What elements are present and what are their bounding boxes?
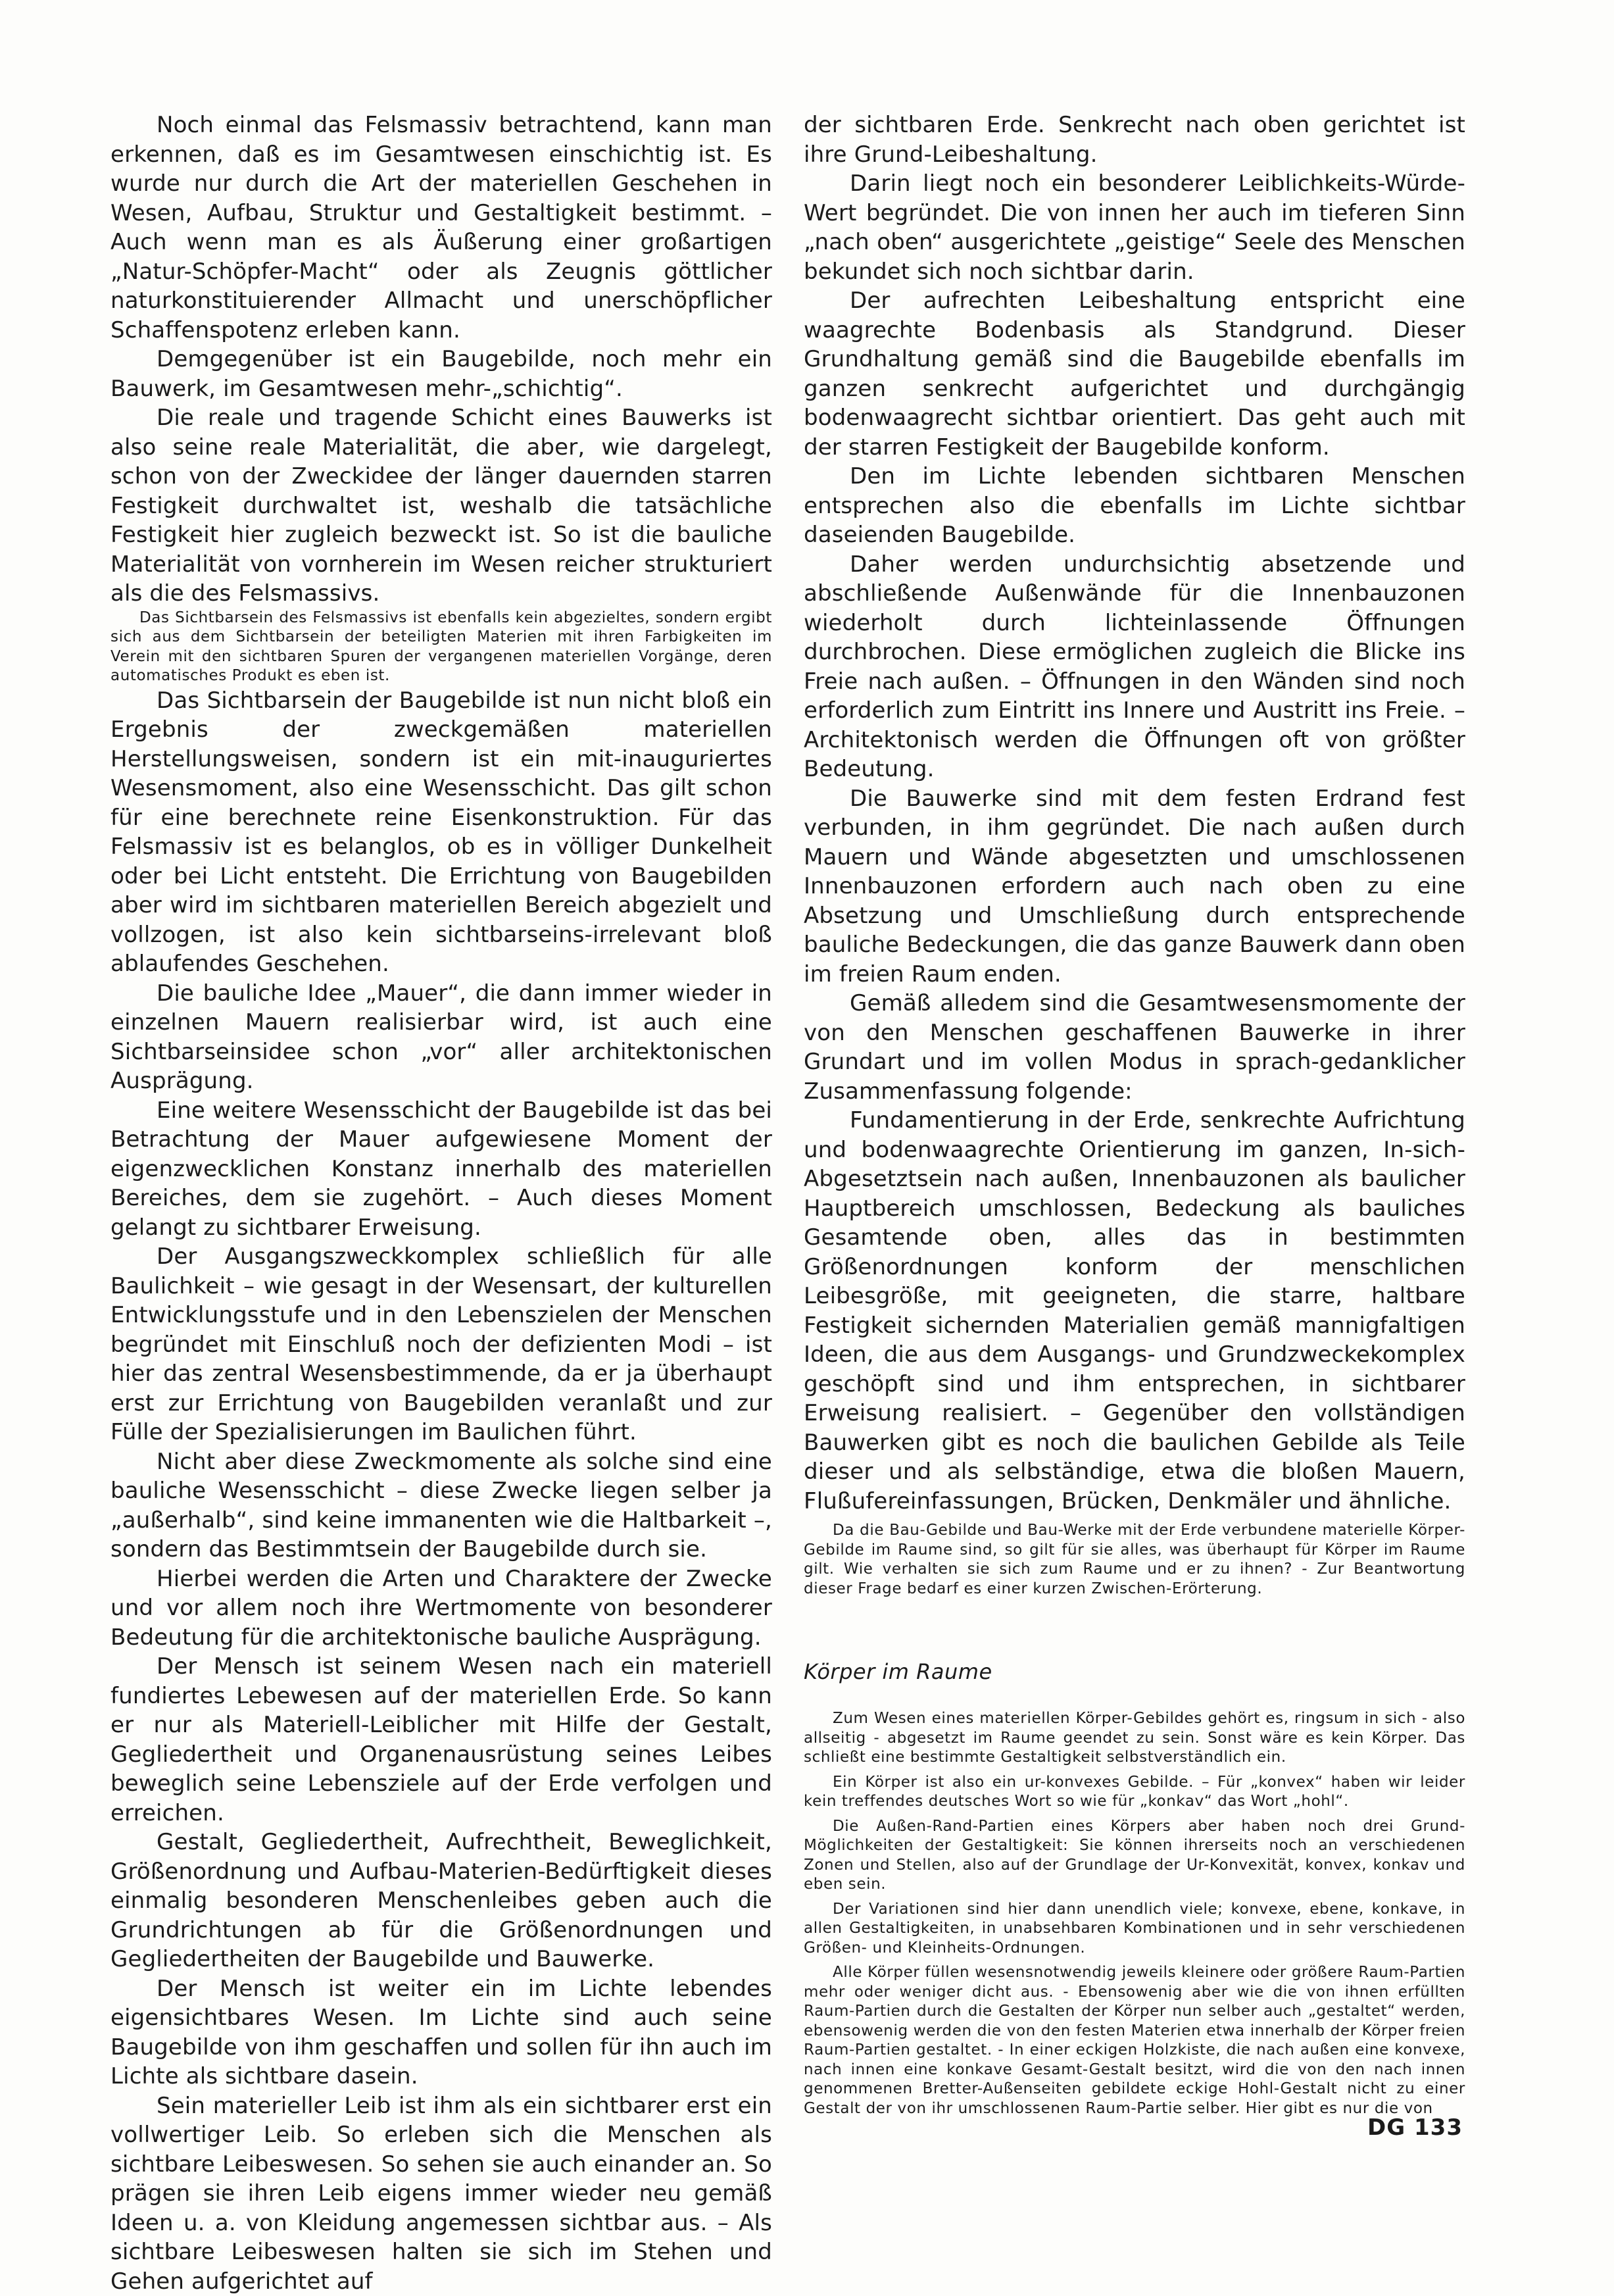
left-column <box>110 111 772 2296</box>
body-paragraph: Die bauliche Idee „Mauer“, die dann immer wieder in einzelnen Mauern realisierbar wird, ist auch eine Sichtbarseinsidee schon „vor“ aller architektonischen Ausprägung. <box>110 979 772 1096</box>
small-paragraph: Alle Körper füllen wesensnotwendig jeweils kleinere oder größere Raum-Partien mehr oder weniger dicht aus. - Ebensowenig aber wie die von ihnen erfüllten Raum-Partien durch die Gestalten der Körper nun selber auch „gestaltet“ werden, ebensowenig werden die von den festen Materien etwa innerhalb der Körper freien Raum-Partien gestaltet. - In einer eckigen Holzkiste, die nach außen eine konvexe, nach innen eine konkave Gesamt-Gestalt besitzt, wird die von den nach innen genommenen Bretter-Außenseiten gebildete eckige Hohl-Gestalt nicht zu einer Gestalt der von ihr umschlossenen Raum-Partie selber. Hier gibt es nur die von <box>804 1963 1465 2118</box>
note-paragraph: Da die Bau-Gebilde und Bau-Werke mit der Erde verbundene materielle Körper-Gebilde im Raume sind, so gilt für sie alles, was überhaupt für Körper im Raume gilt. Wie verhalten sie sich zum Raume und er zu ihnen? - Zur Beantwortung dieser Frage bedarf es einer kurzen Zwischen-Erörterung. <box>804 1521 1465 1599</box>
page-number: DG 133 <box>1367 2114 1463 2141</box>
body-paragraph: der sichtbaren Erde. Senkrecht nach oben gerichtet ist ihre Grund-Leibeshaltung. <box>804 111 1465 169</box>
body-paragraph: Demgegenüber ist ein Baugebilde, noch mehr ein Bauwerk, im Gesamtwesen mehr-„schichtig“. <box>110 345 772 403</box>
right-column <box>804 111 1465 2118</box>
small-paragraph: Der Variationen sind hier dann unendlich viele; konvexe, ebene, konkave, in allen Gestaltigkeiten, in unabsehbaren Kombinationen und in sehr verschiedenen Größen- und Kleinheits-Ordnungen. <box>804 1900 1465 1959</box>
section-heading: Körper im Raume <box>804 1659 1465 1684</box>
body-paragraph: Gemäß alledem sind die Gesamtwesensmomente der von den Menschen geschaffenen Bauwerke in ihrer Grundart und im vollen Modus in sprach-gedanklicher Zusammenfassung folgende: <box>804 989 1465 1106</box>
body-paragraph: Der Mensch ist seinem Wesen nach ein materiell fundiertes Lebewesen auf der materiellen Erde. So kann er nur als Materiell-Leiblicher mit Hilfe der Gestalt, Gegliedertheit und Organenausrüstung seines Leibes beweglich seine Lebensziele auf der Erde verfolgen und erreichen. <box>110 1652 772 1828</box>
body-paragraph: Daher werden undurchsichtig absetzende und abschließende Außenwände für die Innenbauzonen wiederholt durch lichteinlassende Öffnungen durchbrochen. Diese ermöglichen zugleich die Blicke ins Freie nach außen. – Öffnungen in den Wänden sind noch erforderlich zum Eintritt ins Innere und Austritt ins Freie. – Architektonisch werden die Öffnungen oft von größter Bedeutung. <box>804 550 1465 784</box>
small-paragraph: Die Außen-Rand-Partien eines Körpers aber haben noch drei Grund-Möglichkeiten der Gestaltigkeit: Sie können ihrerseits noch an verschiedenen Zonen und Stellen, also auf der Grundlage der Ur-Konvexität, konvex, konkav und eben sein. <box>804 1817 1465 1895</box>
body-paragraph: Den im Lichte lebenden sichtbaren Menschen entsprechen also die ebenfalls im Lichte sichtbar daseienden Baugebilde. <box>804 462 1465 550</box>
small-paragraph: Ein Körper ist also ein ur-konvexes Gebilde. – Für „konvex“ haben wir leider kein treffendes deutsches Wort so wie für „konkav“ das Wort „hohl“. <box>804 1773 1465 1812</box>
body-paragraph: Noch einmal das Felsmassiv betrachtend, kann man erkennen, daß es im Gesamtwesen einschichtig ist. Es wurde nur durch die Art der materiellen Geschehen in Wesen, Aufbau, Struktur und Gestaltigkeit bestimmt. – Auch wenn man es als Äußerung einer großartigen „Natur-Schöpfer-Macht“ oder als Zeugnis göttlicher naturkonstituierender Allmacht und unerschöpflicher Schaffenspotenz erleben kann. <box>110 111 772 345</box>
body-paragraph: Eine weitere Wesensschicht der Baugebilde ist das bei Betrachtung der Mauer aufgewiesene Moment der eigenzwecklichen Konstanz innerhalb des materiellen Bereiches, dem sie zugehört. – Auch dieses Moment gelangt zu sichtbarer Erweisung. <box>110 1096 772 1243</box>
body-paragraph: Der Ausgangszweckkomplex schließlich für alle Baulichkeit – wie gesagt in der Wesensart, der kulturellen Entwicklungsstufe und in den Lebenszielen der Menschen begründet mit Einschluß noch der defizienten Modi – ist hier das zentral Wesensbestimmende, da er ja überhaupt erst zur Errichtung von Baugebilden veranlaßt und zur Fülle der Spezialisierungen im Baulichen führt. <box>110 1242 772 1447</box>
body-paragraph: Hierbei werden die Arten und Charaktere der Zwecke und vor allem noch ihre Wertmomente von besonderer Bedeutung für die architektonische bauliche Ausprägung. <box>110 1564 772 1653</box>
body-paragraph: Die Bauwerke sind mit dem festen Erdrand fest verbunden, in ihm gegründet. Die nach außen durch Mauern und Wände abgesetzten und umschlossenen Innenbauzonen erfordern auch nach oben zu eine Absetzung und Umschließung durch entsprechende bauliche Bedeckungen, die das ganze Bauwerk dann oben im freien Raum enden. <box>804 784 1465 989</box>
body-paragraph: Die reale und tragende Schicht eines Bauwerks ist also seine reale Materialität, die aber, wie dargelegt, schon von der Zweckidee der länger dauernden starren Festigkeit durchwaltet ist, weshalb die tatsächliche Festigkeit hier zugleich bezweckt ist. So ist die bauliche Materialität von vornherein im Wesen reicher strukturiert als die des Felsmassivs. <box>110 403 772 609</box>
body-paragraph: Gestalt, Gegliedertheit, Aufrechtheit, Beweglichkeit, Größenordnung und Aufbau-Materien-Bedürftigkeit dieses einmalig besonderen Menschenleibes geben auch die Grundrichtungen ab für die Größenordnungen und Gegliedertheiten der Baugebilde und Bauwerke. <box>110 1828 772 1974</box>
note-paragraph: Das Sichtbarsein des Felsmassivs ist ebenfalls kein abgezieltes, sondern ergibt sich aus dem Sichtbarsein der beteiligten Materien mit ihren Farbigkeiten im Verein mit den sichtbaren Spuren der vergangenen materiellen Vorgänge, deren automatisches Produkt es eben ist. <box>110 609 772 686</box>
body-paragraph: Darin liegt noch ein besonderer Leiblichkeits-Würde-Wert begründet. Die von innen her auch im tieferen Sinn „nach oben“ ausgerichtete „geistige“ Seele des Menschen bekundet sich noch sichtbar darin. <box>804 169 1465 286</box>
small-paragraph: Zum Wesen eines materiellen Körper-Gebildes gehört es, ringsum in sich - also allseitig - abgesetzt im Raume geendet zu sein. Sonst wäre es kein Körper. Das schließt eine bestimmte Gestaltigkeit selbstverständlich ein. <box>804 1709 1465 1768</box>
body-paragraph: Nicht aber diese Zweckmomente als solche sind eine bauliche Wesensschicht – diese Zwecke liegen selber ja „außerhalb“, sind keine immanenten wie die Haltbarkeit –, sondern das Bestimmtsein der Baugebilde durch sie. <box>110 1447 772 1564</box>
body-paragraph: Fundamentierung in der Erde, senkrechte Aufrichtung und bodenwaagrechte Orientierung im ganzen, In-sich-Abgesetztsein nach außen, Innenbauzonen als baulicher Hauptbereich umschlossen, Bedeckung als bauliches Gesamtende oben, alles das in bestimmten Größenordnungen konform der menschlichen Leibesgröße, mit geeigneten, die starre, haltbare Festigkeit sichernden Materialien gemäß mannigfaltigen Ideen, die aus dem Ausgangs- und Grundzweckekomplex geschöpft sind und ihm entsprechen, in sichtbarer Erweisung realisiert. – Gegenüber den vollständigen Bauwerken gibt es noch die baulichen Gebilde als Teile dieser und als selbständige, etwa die bloßen Mauern, Flußufereinfassungen, Brücken, Denkmäler und ähnliche. <box>804 1106 1465 1516</box>
body-paragraph: Sein materieller Leib ist ihm als ein sichtbarer erst ein vollwertiger Leib. So erleben sich die Menschen als sichtbare Leibeswesen. So sehen sie auch einander an. So prägen sie ihren Leib eigens immer wieder neu gemäß Ideen u. a. von Kleidung angemessen sichtbar aus. – Als sichtbare Leibeswesen halten sie sich im Stehen und Gehen aufgerichtet auf <box>110 2091 772 2296</box>
body-paragraph: Das Sichtbarsein der Baugebilde ist nun nicht bloß ein Ergebnis der zweckgemäßen materiellen Herstellungsweisen, sondern ist ein mit-inauguriertes Wesensmoment, also eine Wesensschicht. Das gilt schon für eine berechnete reine Eisenkonstruktion. Für das Felsmassiv ist es belanglos, ob es in völliger Dunkelheit oder bei Licht entsteht. Die Errichtung von Baugebilden aber wird im sichtbaren materiellen Bereich abgezielt und vollzogen, ist also kein sichtbarseins-irrelevant bloß ablaufendes Geschehen. <box>110 686 772 979</box>
body-paragraph: Der aufrechten Leibeshaltung entspricht eine waagrechte Bodenbasis als Standgrund. Dieser Grundhaltung gemäß sind die Baugebilde ebenfalls im ganzen senkrecht aufgerichtet und durchgängig bodenwaagrecht sichtbar orientiert. Das geht auch mit der starren Festigkeit der Baugebilde konform. <box>804 286 1465 462</box>
body-paragraph: Der Mensch ist weiter ein im Lichte lebendes eigensichtbares Wesen. Im Lichte sind auch seine Baugebilde von ihm geschaffen und sollen für ihn auch im Lichte als sichtbare dasein. <box>110 1974 772 2091</box>
